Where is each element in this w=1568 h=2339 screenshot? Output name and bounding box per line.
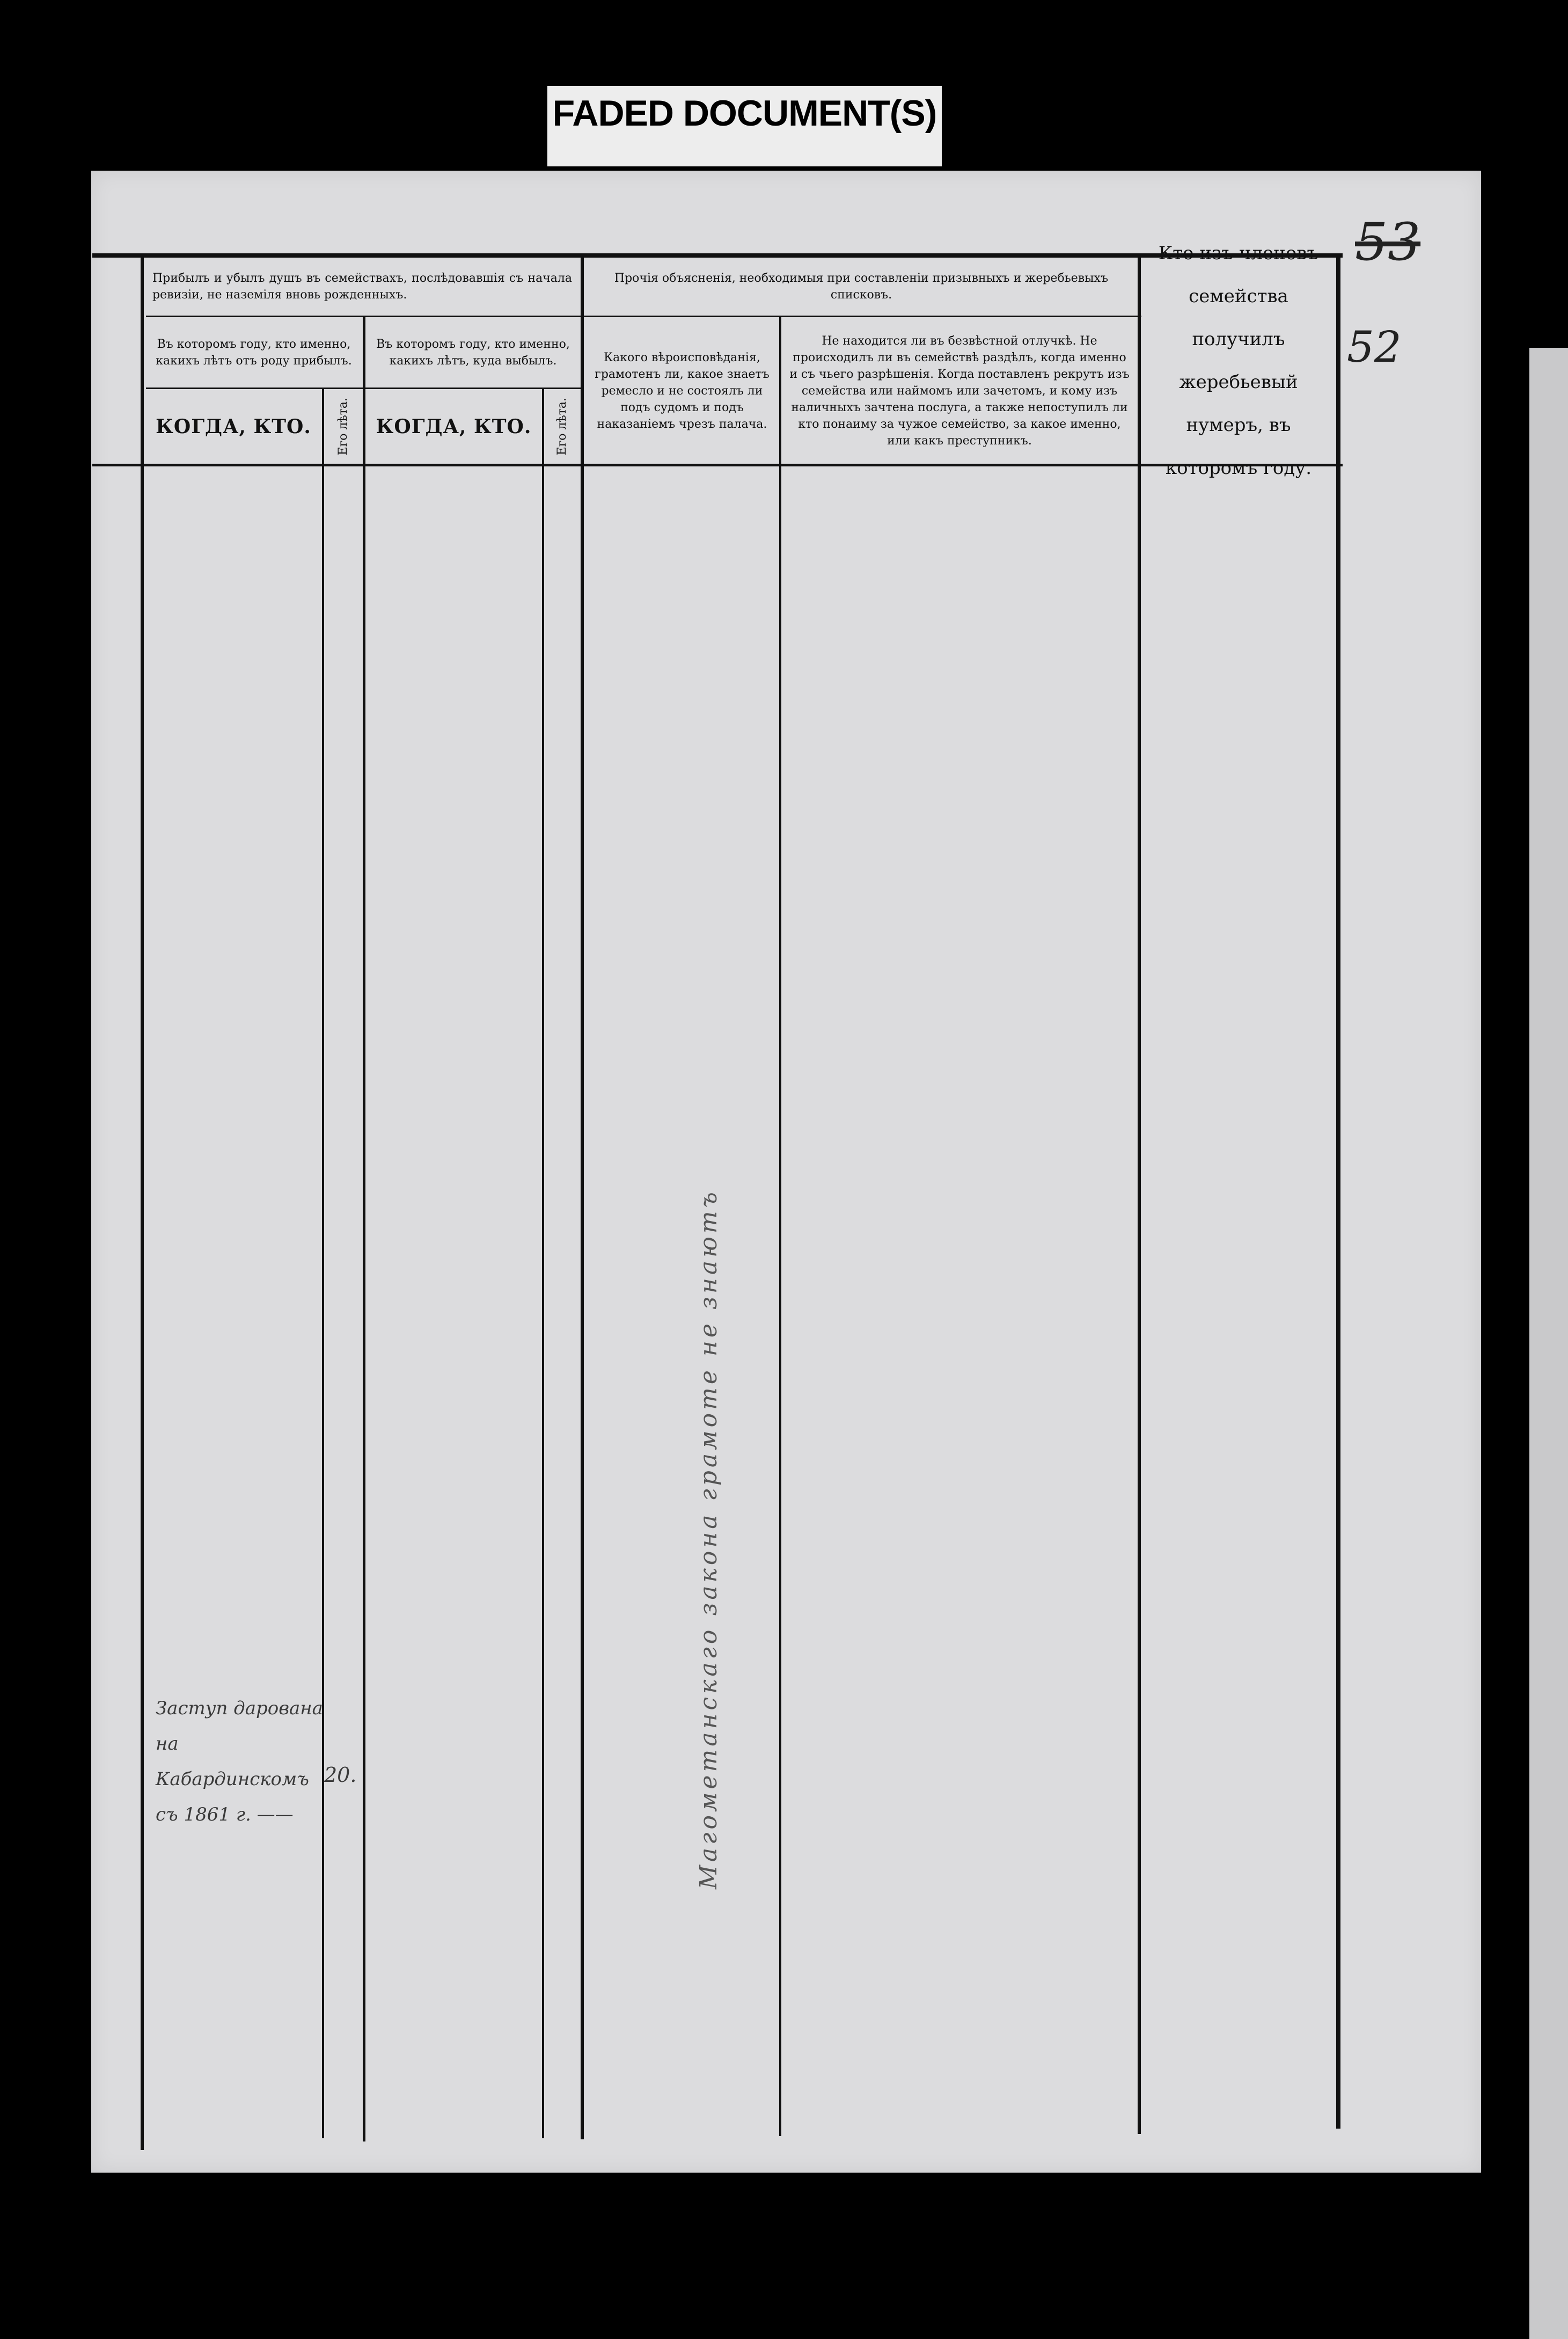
header-when-who-1-text: КОГДА, КТО. <box>156 415 311 438</box>
col-line-5 <box>779 317 781 2136</box>
header-age-2-text: Его лѣта. <box>555 398 569 456</box>
header-when-who-1 <box>145 390 322 464</box>
header-age-1 <box>324 390 363 464</box>
faded-document-banner: FADED DOCUMENT(S) <box>547 86 942 166</box>
header-rule-1 <box>146 316 1141 317</box>
header-when-who-2-text: КОГДА, КТО. <box>376 415 532 438</box>
header-gain-loss-text: Прибылъ и убылъ душъ въ семействахъ, послѣдовавшія съ начала ревизіи, не наземіля вновь рожденныхъ. <box>152 272 572 302</box>
header-other <box>585 258 1138 316</box>
header-arrived-text: Въ которомъ году, кто именно, какихъ лѣтъ отъ роду прибылъ. <box>156 338 352 368</box>
col-line-0 <box>141 255 144 2150</box>
header-gain-loss <box>145 258 580 316</box>
header-lot-number <box>1141 243 1336 479</box>
header-other-text: Прочія объясненія, необходимыя при составленіи призывныхъ и жеребьевыхъ списковъ. <box>614 272 1109 302</box>
header-age-1-text: Его лѣта. <box>336 398 350 456</box>
header-absence <box>781 318 1138 464</box>
page-number: 52 <box>1347 322 1402 372</box>
header-age-2 <box>544 390 581 464</box>
religion-entry: Магометанскаго закона грамоте не знаютъ <box>695 1189 722 1889</box>
header-absence-text: Не находится ли въ безвѣстной отлучкѣ. Не происходилъ ли въ семействѣ раздѣлъ, когда именно и съ чьего разрѣшенія. Когда поставленъ рекрутъ изъ семейства или наймомъ или зачетомъ, и кому изъ наличныхъ зачтена послуга, а также непоступилъ ли кто понаиму за чужое семейство, за какое именно, или какъ преступникъ. <box>789 334 1130 448</box>
page-edge <box>1529 348 1568 2339</box>
page-number-struck: 53 <box>1355 212 1421 272</box>
arrival-entry <box>156 1691 327 1832</box>
col-line-7 <box>1336 255 1340 2129</box>
arrival-entry-line-2: на Кабардинскомъ <box>156 1733 309 1790</box>
arrival-entry-line-1: Заступ дарована <box>156 1698 323 1719</box>
col-line-1 <box>322 389 324 2138</box>
header-religion <box>585 318 779 464</box>
header-arrived <box>145 318 363 388</box>
col-line-3 <box>542 389 544 2138</box>
header-religion-text: Какого вѣроисповѣданія, грамотенъ ли, какое знаетъ ремесло и не состоялъ ли подъ судомъ и подъ наказаніемъ чрезъ палача. <box>595 350 770 431</box>
header-when-who-2 <box>365 390 542 464</box>
col-line-6 <box>1138 255 1141 2134</box>
col-line-4 <box>581 255 584 2139</box>
arrival-entry-line-3: съ 1861 г. —— <box>156 1804 294 1825</box>
arrival-age: 20. <box>324 1763 357 1787</box>
header-lot-number-text: Кто изъ членовъ семейства получилъ жеребьевый нумеръ, въ которомъ году. <box>1158 243 1319 479</box>
col-line-2 <box>363 317 365 2141</box>
header-departed <box>365 318 581 388</box>
header-departed-text: Въ которомъ году, кто именно, какихъ лѣтъ, куда выбылъ. <box>376 338 570 368</box>
